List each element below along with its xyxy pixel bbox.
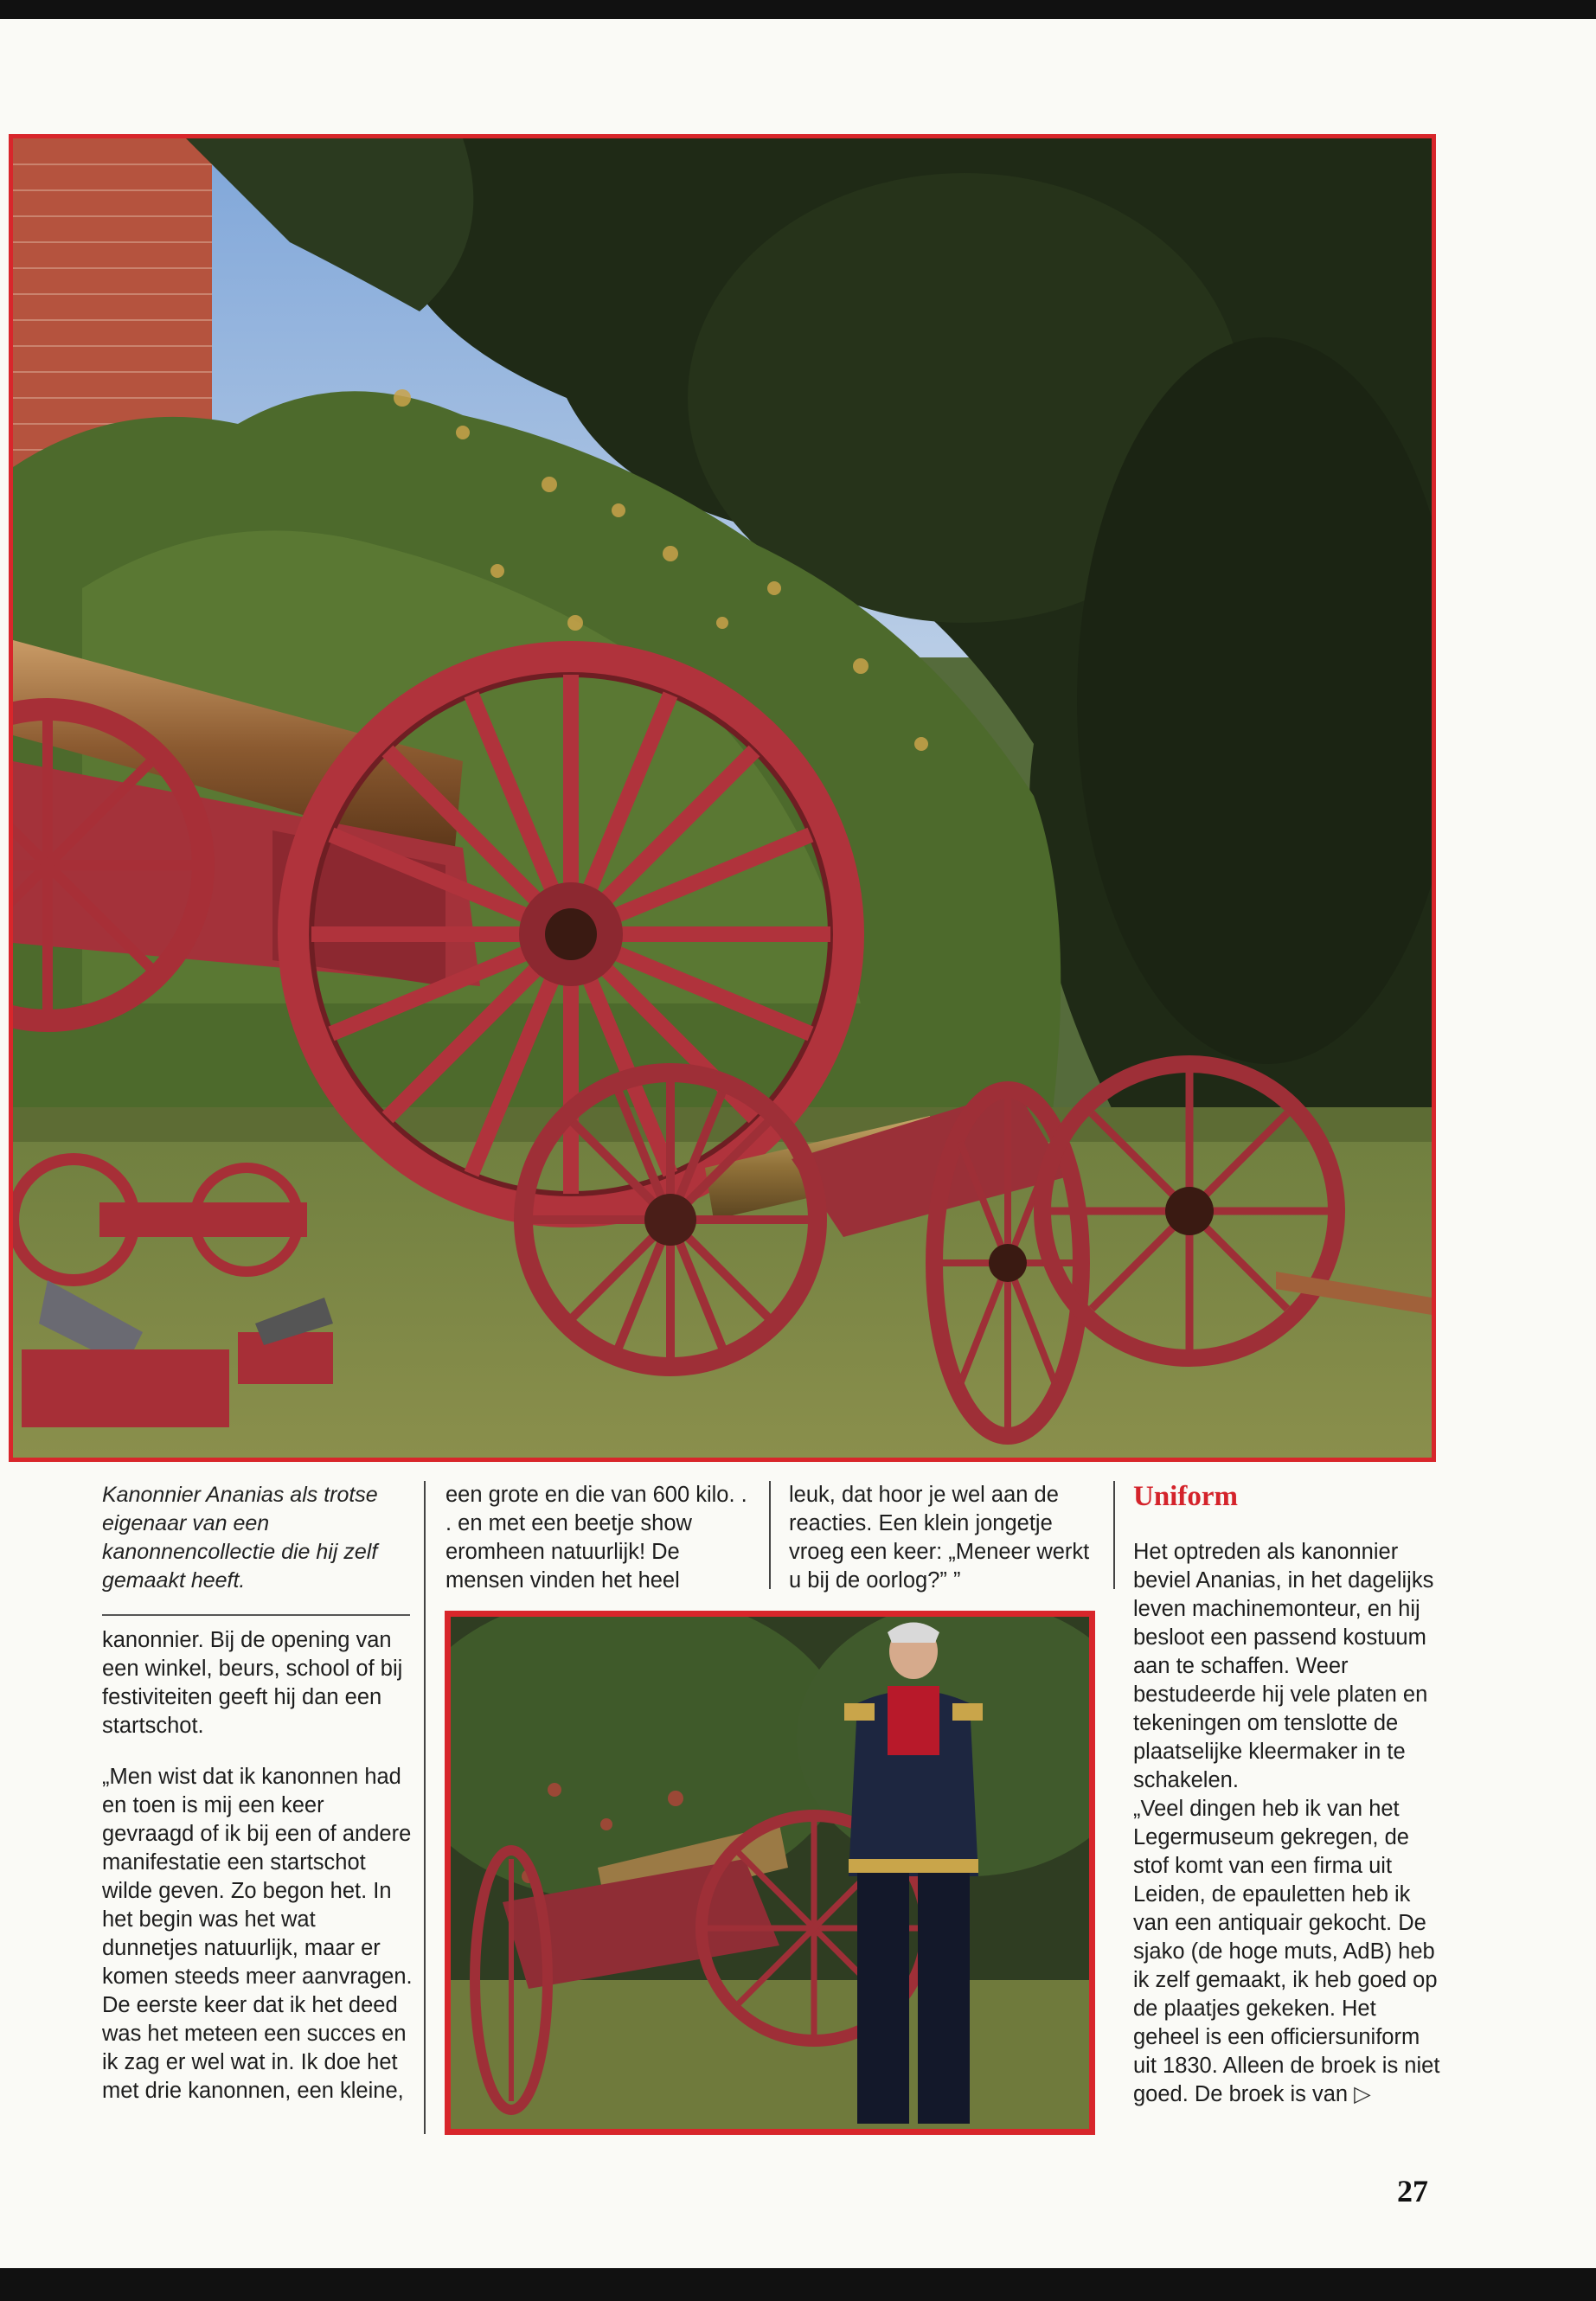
paragraph: Het optreden als kanonnier beviel Ananias, in het dagelijks leven machinemonteur, en hij besloot een passend kostuum aan te schaffen. Weer bestudeerde hij vele platen en tekeningen om tenslotte de plaatselijke kleermaker in te schakelen. bbox=[1133, 1540, 1434, 1792]
page-number: 27 bbox=[1397, 2174, 1428, 2208]
photo-caption: Kanonnier Ananias als trotse eigenaar van een kanonnencollectie die hij zelf gemaakt heeft. bbox=[102, 1483, 378, 1593]
paragraph: leuk, dat hoor je wel aan de reacties. Een klein jongetje vroeg een keer: „Meneer werkt u bij de oorlog?” ” bbox=[789, 1483, 1090, 1593]
paragraph: „Men wist dat ik kanonnen had en toen is mij een keer gevraagd of ik bij een of andere manifestatie een startschot wilde geven. Zo begon het. In het begin was het wat dunnetjes natuurlijk, maar er komen steeds meer aanvragen. De eerste keer dat ik het deed was het meteen een succes en ik zag er wel wat in. Ik doe het met drie kanonnen, een kleine, bbox=[102, 1765, 413, 2103]
scan-bottom-border bbox=[0, 2268, 1596, 2301]
paragraph: kanonnier. Bij de opening van een winkel, beurs, school of bij festiviteiten geeft hij dan een startschot. bbox=[102, 1628, 403, 1738]
article-column-3 bbox=[789, 1481, 1092, 1618]
caption-divider bbox=[102, 1614, 410, 1616]
paragraph: „Veel dingen heb ik van het Legermuseum gekregen, de stof komt van een firma uit Leiden, de epauletten heb ik van een antiquair gekocht. De sjako (de hoge muts, AdB) heb ik zelf gemaakt, ik heb goed op de plaatjes gekeken. Het geheel is een officiersuniform uit 1830. Alleen de broek is niet goed. De broek is van bbox=[1133, 1797, 1440, 2106]
continue-arrow-icon: ▷ bbox=[1354, 2082, 1371, 2106]
main-photo-cannons bbox=[9, 134, 1436, 1462]
paragraph: een grote en die van 600 kilo. . . en met een beetje show eromheen natuurlijk! De mensen vinden het heel bbox=[445, 1483, 747, 1593]
article-column-1 bbox=[102, 1626, 413, 2128]
inset-photo-uniform bbox=[445, 1611, 1095, 2135]
column-divider bbox=[1113, 1481, 1115, 1589]
column-divider bbox=[769, 1481, 771, 1589]
article-column-4 bbox=[1133, 1538, 1440, 2131]
column-divider bbox=[424, 1481, 426, 2134]
section-heading: Uniform bbox=[1133, 1481, 1238, 1512]
scan-top-border bbox=[0, 0, 1596, 19]
article-column-2 bbox=[445, 1481, 748, 1618]
